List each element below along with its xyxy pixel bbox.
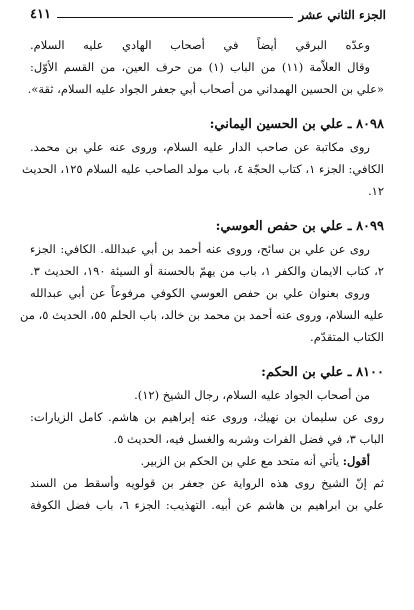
body-line: الكتاب المتقدّم. — [310, 330, 384, 344]
page-body — [20, 34, 384, 516]
body-line: روى عن علي بن سائح، وروى عنه أحمد بن أبي عبدالله. الكافي: الجزء — [30, 242, 370, 256]
header-rule — [57, 17, 293, 18]
body-line: الباب ٣، في فضل الفرات وشربه والغسل فيه، الحديث ٥. — [113, 432, 384, 446]
body-line: روى عن سليمان بن نهيك، وروى عنه إبراهيم بن هاشم. كامل الزيارات: — [30, 410, 384, 424]
page-header — [30, 4, 386, 22]
body-line: الكافي: الجزء ١، كتاب الحجّة ٤، باب مولد الصاحب عليه السلام ١٢٥، الحديث — [22, 162, 384, 176]
body-line: وعدّه البرقي أيضاً في أصحاب الهادي عليه السلام. — [30, 38, 370, 52]
entry-title: ٨٠٩٩ ـ علي بن حفص العوسي: — [215, 219, 384, 234]
body-line: وقال العلاّمة (١١) من الباب (١) من حرف العين، من القسم الأوّل: — [30, 60, 370, 74]
body-line: وروى بعنوان علي بن حفص العوسي الكوفي مرفوعاً عن أبي عبدالله — [30, 286, 370, 300]
body-line: من أصحاب الجواد عليه السلام، رجال الشيخ (١٢). — [134, 388, 370, 402]
page-number: ٤١١ — [30, 7, 51, 22]
entry-title: ٨١٠٠ ـ علي بن الحكم: — [261, 365, 384, 380]
body-line: عليه السلام، وروى عنه أحمد بن محمد بن خالد، باب الحلم ٥٥، الحديث ٥، من — [20, 308, 384, 322]
remark-label: أقول: — [342, 454, 370, 468]
body-line: ثم إنّ الشيخ روى هذه الرواية عن جعفر بن قولويه وأسقط من السند — [30, 476, 384, 490]
running-title: الجزء الثاني عشر — [298, 8, 386, 22]
body-line: ١٢. — [367, 184, 384, 198]
body-line: علي بن ابراهيم بن هاشم عن أبيه. التهذيب: الجزء ٦، باب فضل الكوفة — [30, 498, 384, 512]
body-line: روى مكاتبة عن صاحب الدار عليه السلام، وروى عنه علي بن محمد. — [30, 140, 370, 154]
body-line: «علي بن الحسين الهمداني من أصحاب أبي جعفر الجواد عليه السلام، ثقة». — [27, 82, 384, 96]
body-line: أقول: يأتي أنه متحد مع علي بن الحكم بن الزبير. — [140, 454, 370, 468]
body-line: ٢، كتاب الايمان والكفر ١، باب من يهمّ بالحسنة أو السيئة ١٩٠، الحديث ٣. — [30, 264, 384, 278]
entry-title: ٨٠٩٨ ـ علي بن الحسين اليماني: — [209, 117, 384, 132]
